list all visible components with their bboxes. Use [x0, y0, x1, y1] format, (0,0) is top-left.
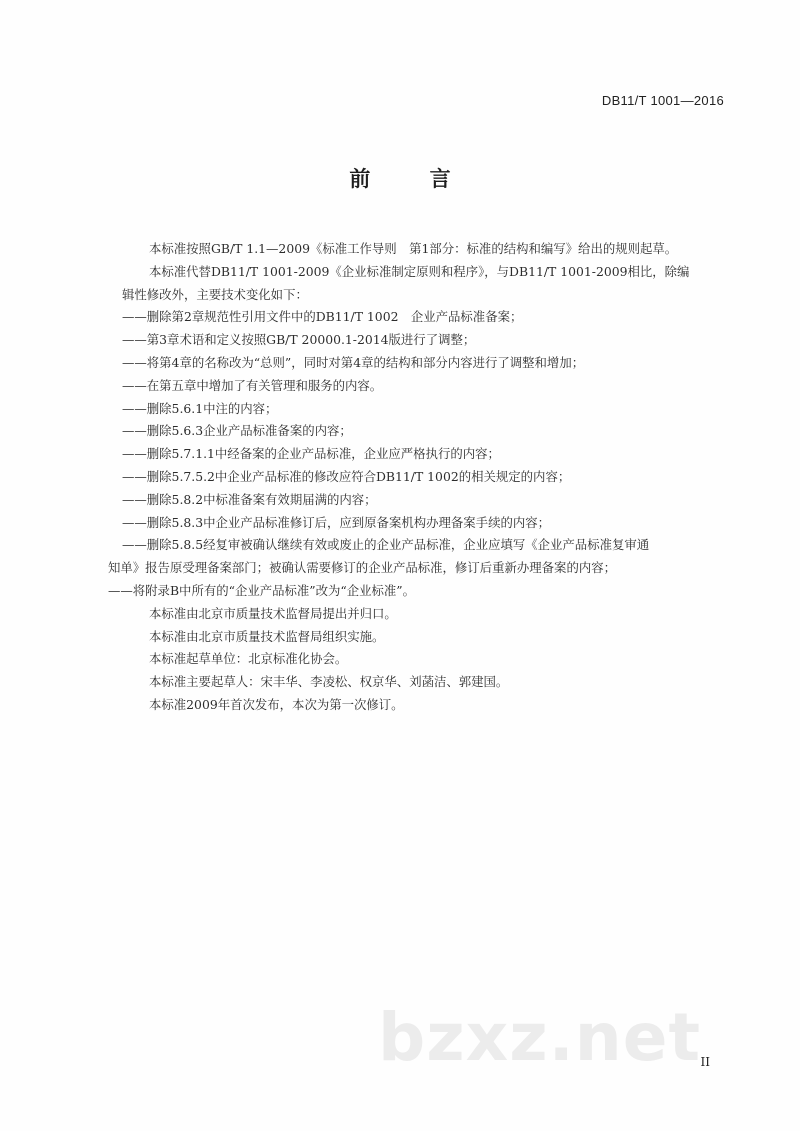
body-line: 本标准由北京市质量技术监督局提出并归口。 [149, 605, 397, 621]
body-line: 本标准按照GB/T 1.1—2009《标准工作导则 第1部分：标准的结构和编写》给出的规则起草。 [149, 241, 678, 256]
body-line: 本标准2009年首次发布，本次为第一次修订。 [149, 696, 404, 712]
change-item: ——删除5.8.5经复审被确认继续有效或废止的企业产品标准，企业应填写《企业产品标准复审通 [122, 537, 650, 553]
change-item-continuation: 知单》报告原受理备案部门；被确认需要修订的企业产品标准，修订后重新办理备案的内容； [108, 560, 617, 576]
page-number: II [700, 1055, 710, 1069]
body-line: 本标准起草单位：北京标准化协会。 [149, 651, 348, 667]
change-item: ——第3章术语和定义按照GB/T 20000.1-2014版进行了调整； [122, 332, 476, 348]
change-item: ——删除5.8.2中标准备案有效期届满的内容； [122, 491, 377, 507]
foreword-body [108, 238, 742, 717]
standard-code: DB11/T 1001—2016 [601, 93, 724, 108]
change-item: ——删除5.7.1.1中经备案的企业产品标准，企业应严格执行的内容； [122, 446, 500, 462]
site-watermark: bzxz.net [378, 999, 702, 1076]
change-item: ——将附录B中所有的“企业产品标准”改为“企业标准”。 [108, 582, 416, 598]
change-item: ——删除5.7.5.2中企业产品标准的修改应符合DB11/T 1002的相关规定的内容； [122, 468, 571, 484]
change-item: ——删除5.6.3企业产品标准备案的内容； [122, 423, 352, 439]
change-item: ——在第五章中增加了有关管理和服务的内容。 [122, 377, 383, 393]
page-title: 前 言 [349, 167, 477, 191]
body-line: 本标准主要起草人：宋丰华、李凌松、权京华、刘菡洁、郭建国。 [149, 674, 509, 690]
change-item: ——删除5.6.1中注的内容； [122, 400, 278, 416]
change-item: ——将第4章的名称改为“总则”，同时对第4章的结构和部分内容进行了调整和增加； [122, 354, 585, 370]
body-line: 本标准由北京市质量技术监督局组织实施。 [149, 628, 385, 644]
change-item: ——删除5.8.3中企业产品标准修订后，应到原备案机构办理备案手续的内容； [122, 514, 551, 530]
change-item: ——删除第2章规范性引用文件中的DB11/T 1002 企业产品标准备案； [122, 309, 523, 325]
body-line: 本标准代替DB11/T 1001-2009《企业标准制定原则和程序》，与DB11/T 1001-2009相比，除编 [149, 263, 690, 279]
body-line: 辑性修改外，主要技术变化如下： [122, 286, 308, 302]
